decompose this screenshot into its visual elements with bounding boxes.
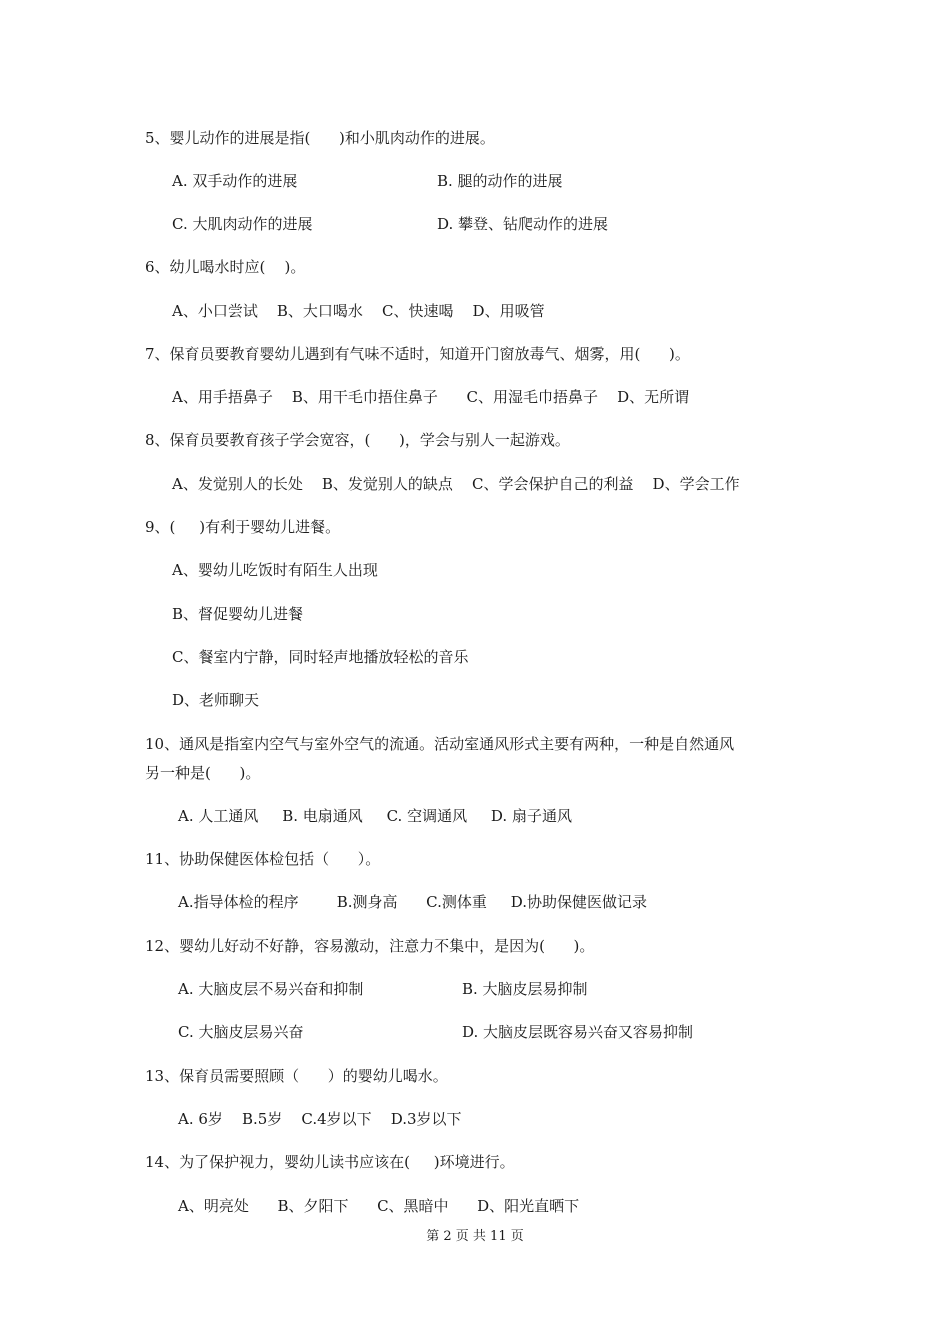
- question-12-option-b: B. 大脑皮层易抑制: [462, 980, 588, 998]
- question-11-stem: 11、协助保健医体检包括（ ）。: [145, 850, 381, 868]
- question-12-option-c: C. 大脑皮层易兴奋: [178, 1023, 304, 1041]
- question-7-stem: 7、保育员要教育婴幼儿遇到有气味不适时，知道开门窗放毒气、烟雾，用( )。: [145, 345, 690, 363]
- question-5-option-a: A. 双手动作的进展: [172, 172, 298, 190]
- question-9-option-b: B、督促婴幼儿进餐: [172, 605, 304, 623]
- question-12-stem: 12、婴幼儿好动不好静，容易激动，注意力不集中，是因为( )。: [145, 937, 595, 955]
- question-7-options: A、用手捂鼻子 B、用干毛巾捂住鼻子 C、用湿毛巾捂鼻子 D、无所谓: [172, 388, 690, 406]
- question-12-option-d: D. 大脑皮层既容易兴奋又容易抑制: [462, 1023, 694, 1041]
- question-9-option-a: A、婴幼儿吃饭时有陌生人出现: [172, 561, 378, 579]
- question-8-options: A、发觉别人的长处 B、发觉别人的缺点 C、学会保护自己的利益 D、学会工作: [172, 475, 740, 493]
- question-12-option-a: A. 大脑皮层不易兴奋和抑制: [178, 980, 364, 998]
- question-6-stem: 6、幼儿喝水时应( )。: [145, 258, 306, 276]
- question-14-stem: 14、为了保护视力，婴幼儿读书应该在( )环境进行。: [145, 1153, 515, 1171]
- question-10-stem: 10、通风是指室内空气与室外空气的流通。活动室通风形式主要有两种，一种是自然通风: [145, 735, 735, 753]
- question-5-option-c: C. 大肌肉动作的进展: [172, 215, 313, 233]
- question-9-option-d: D、老师聊天: [172, 691, 260, 709]
- question-5-option-d: D. 攀登、钻爬动作的进展: [437, 215, 609, 233]
- question-9-stem: 9、( )有利于婴幼儿进餐。: [145, 518, 341, 536]
- question-11-options: A.指导体检的程序 B.测身高 C.测体重 D.协助保健医做记录: [178, 893, 647, 911]
- page-number-footer: 第 2 页 共 11 页: [426, 1229, 524, 1244]
- question-10-stem-line-2: 另一种是( )。: [145, 764, 261, 782]
- question-6-options: A、小口尝试 B、大口喝水 C、快速喝 D、用吸管: [172, 302, 545, 320]
- question-13-options: A. 6岁 B.5岁 C.4岁以下 D.3岁以下: [178, 1110, 462, 1128]
- question-14-options: A、明亮处 B、夕阳下 C、黑暗中 D、阳光直晒下: [178, 1197, 580, 1215]
- question-5-stem: 5、婴儿动作的进展是指( )和小肌肉动作的进展。: [145, 129, 495, 147]
- question-5-option-b: B. 腿的动作的进展: [437, 172, 563, 190]
- question-9-option-c: C、餐室内宁静，同时轻声地播放轻松的音乐: [172, 648, 469, 666]
- question-13-stem: 13、保育员需要照顾（ ）的婴幼儿喝水。: [145, 1067, 448, 1085]
- question-8-stem: 8、保育员要教育孩子学会宽容，( )，学会与别人一起游戏。: [145, 431, 570, 449]
- question-10-options: A. 人工通风 B. 电扇通风 C. 空调通风 D. 扇子通风: [178, 807, 572, 825]
